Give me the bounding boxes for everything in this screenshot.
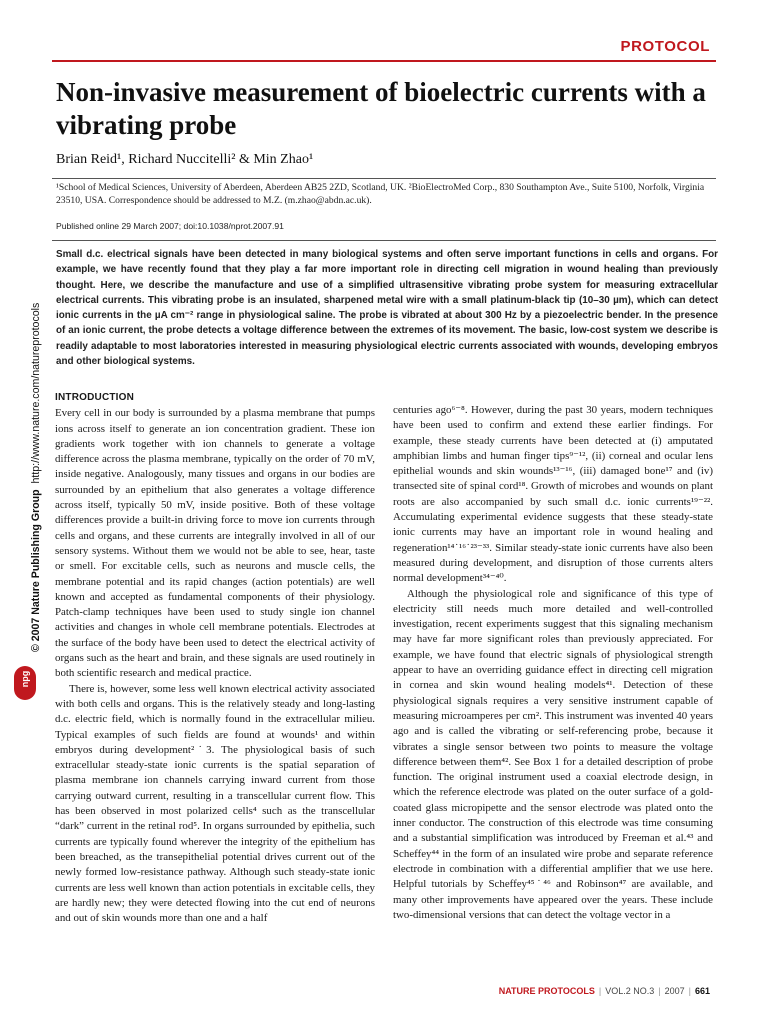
paragraph: Every cell in our body is surrounded by a plasma membrane that pumps ions across itself to generate an ion concentration gradient. These ion gradients work together with ion channels to generate a voltage difference across the plasma membrane, typically on the order of 70 mV, inside negative. Analogously, many tissues and organs in our bodies are surrounded by an epithelium that also generates a voltage difference across itself, typically 50 mV, inside positive. Both of these voltage differences provide a built-in driving force to move ion currents through cells and organs, and these currents are integrally involved in all of our sensory systems. Without them we would not be able to see, hear, taste or smell. For excitable cells, such as neurons and muscle cells, the membrane potential and its rapid changes (action potentials) are well known and accepted as fundamental components of their physiology. Patch-clamp techniques have been used to study single ion channel activities and changes in whole cell membrane potentials. Electrodes at the surface of the body have been used to detect the electrical activity of organs such as the heart and brain, and these signals are used routinely in both scientific research and medical practice. [55, 407, 375, 680]
npg-logo-text: npg [20, 670, 30, 688]
sidebar-text [30, 303, 42, 652]
left-column [55, 390, 375, 926]
footer-journal: NATURE PROTOCOLS [498, 986, 595, 996]
article-title: Non-invasive measurement of bioelectric currents with a vibrating probe [56, 77, 706, 140]
npg-logo [14, 666, 36, 700]
author-list: Brian Reid¹, Richard Nuccitelli² & Min Zhao¹ [56, 152, 314, 167]
page-footer [499, 986, 710, 996]
section-heading: INTRODUCTION [55, 392, 135, 403]
page-number: 661 [694, 986, 710, 996]
footer-separator: | [658, 986, 661, 996]
right-column [393, 403, 713, 923]
journal-url[interactable]: http://www.nature.com/natureprotocols [30, 302, 42, 484]
protocol-label: PROTOCOL [620, 38, 710, 55]
copyright-notice: © 2007 Nature Publishing Group [30, 489, 42, 652]
publication-info: Published online 29 March 2007; doi:10.1038/nprot.2007.91 [56, 221, 284, 231]
paragraph: There is, however, some less well known electrical activity associated with both cells and organs. This is the relatively steady and long-lasting d.c. electric field, which is normally found in the extracellular milieu. Typical examples of such fields are found at wounds¹ and within embryos during development²˙3. The physiological basis of such extracellular steady-state ionic currents is the spatial separation of plasma membrane ion channels carrying inward current from those carrying outward current, resulting in a transcellular current flow. This has been observed in most polarized cells⁴ such as the transcellular “dark” current in the retinal rod⁵. In organs surrounded by epithelia, such currents are typically found wherever the integrity of the epithelium has been breached, as the transepithelial potential drives current out of the newly formed low-resistance pathway. Although such steady-state ionic currents are less well known than action potentials in excitable cells, they are hardly new; they were detected flowing into the cut end of neurons and out of skin wounds more than one and a half [55, 682, 375, 925]
sidebar [0, 0, 48, 1024]
footer-volume: VOL.2 NO.3 [605, 986, 655, 996]
affiliation-rule [52, 178, 716, 179]
header-rule [52, 60, 716, 62]
affiliations: ¹School of Medical Sciences, University of Aberdeen, Aberdeen AB25 2ZD, Scotland, UK. ²BioElectroMed Corp., 830 Southampton Ave., Suite 5100, Norfolk, Virginia 23510, USA. Correspondence should be addressed to M.Z. (m.zhao@abdn.ac.uk). [56, 182, 705, 206]
paragraph: Although the physiological role and significance of this type of electricity still needs much more detailed and well-controlled investigation, recent experiments suggest that this signaling mechanism may have far more significant roles than previously appreciated. For example, we have found that electric signals of physiological strength appear to have an overriding guidance effect in directing cell migration in cornea and skin wound healing models⁴¹. Detection of these physiological signals requires a very sensitive instrument capable of measuring microamperes per cm². This instrument was invented 40 years ago and is called the vibrating or self-referencing probe, because it vibrates a single sensor between two points to measure the voltage difference between them⁴². See Box 1 for a detailed description of probe function. The original instrument used a coaxial electrode design, in which the reference electrode was plated on the outer surface of a gold-coated glass micropipette and the sensor electrode was plated onto the inner conductor. The construction of this electrode was time consuming and a substantial simplification was introduced by Freeman et al.⁴³ and Scheffey⁴⁴ in the form of an insulated wire probe and separate reference electrode in combination with a differential amplifier that we use here. Helpful tutorials by Scheffey⁴⁵˙⁴⁶ and Robinson⁴⁷ are available, and many other improvements have appeared over the years. These include two-dimensional versions that can detect the voltage vector in a [393, 587, 713, 921]
footer-separator: | [598, 986, 602, 996]
footer-separator: | [688, 986, 691, 996]
abstract-rule [52, 240, 716, 241]
paragraph: centuries ago⁶⁻⁸. However, during the past 30 years, modern techniques have been used to confirm and extend these earlier findings. For example, these steady currents have been detected at (i) amputated amphibian limbs and human finger tips⁹⁻¹², (ii) corneal and ocular lens epithelial wounds and skin wounds¹³⁻¹⁶, (iii) damaged bone¹⁷ and (iv) transected site of spinal cord¹⁸. Growth of microbes and wounds on plant roots are also accompanied by such small d.c. ionic currents¹⁹⁻²². Accumulating experimental evidence suggests that these steady-state ionic currents may have an important role in wound healing and regeneration¹⁴˙¹⁶˙²³⁻³³. Similar steady-state ionic currents have also been measured during development, and disruption of those currents alters normal development³⁴⁻⁴⁰. [393, 404, 713, 585]
footer-year: 2007 [664, 986, 685, 996]
abstract: Small d.c. electrical signals have been detected in many biological systems and often serve important functions in cells and organs. For example, we have recently found that they play a far more important role in directing cell migration in wound healing than previously thought. Here, we describe the manufacture and use of a simplified ultrasensitive vibrating probe system for measuring extracellular electrical currents. This vibrating probe is an insulated, sharpened metal wire with a small platinum-black tip (10–30 µm), which can detect ionic currents in the µA cm⁻² range in physiological saline. The probe is vibrated at about 300 Hz by a piezoelectric bender. In the presence of an ionic current, the probe detects a voltage difference between the extremes of its movement. The basic, low-cost system we describe is readily adaptable to most laboratories interested in measuring physiological electric currents associated with wounds, developing embryos and other biological systems. [56, 249, 718, 368]
